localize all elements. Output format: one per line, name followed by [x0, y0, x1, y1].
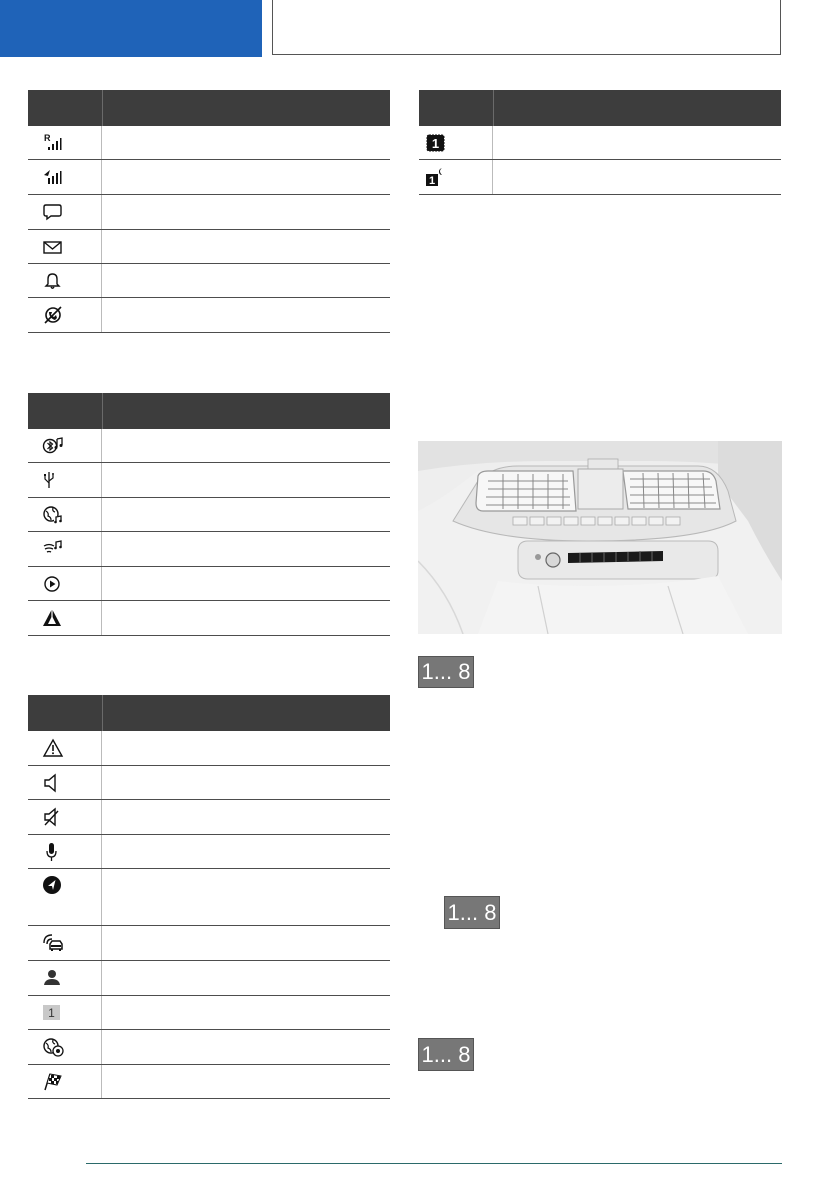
table-row — [28, 498, 390, 532]
table-row — [28, 160, 390, 195]
vehicle-remote-icon — [42, 932, 64, 954]
user-profile-icon — [42, 967, 64, 989]
bluetooth-audio-icon — [42, 435, 64, 457]
favorites-buttons-badge: 1... 8 — [418, 1038, 474, 1071]
table-row — [28, 835, 390, 869]
connectivity-symbols-table — [28, 90, 390, 333]
speaker-icon — [42, 772, 64, 794]
checkered-flag-icon — [42, 1071, 64, 1093]
favorites-buttons-badge: 1... 8 — [418, 656, 474, 688]
table-row — [28, 961, 390, 996]
wifi-audio-icon — [42, 538, 64, 560]
apple-carplay-icon — [42, 607, 64, 629]
footer-rule — [86, 1163, 782, 1164]
microphone-icon — [42, 841, 64, 863]
table-row — [28, 298, 390, 333]
table-row — [28, 532, 390, 567]
reminder-bell-icon — [42, 270, 64, 292]
table-row — [28, 264, 390, 298]
table-row — [28, 429, 390, 463]
table-row — [28, 463, 390, 498]
usb-icon — [42, 469, 64, 491]
table-row — [28, 731, 390, 766]
online-music-icon — [42, 504, 64, 526]
status-symbols-table — [419, 90, 781, 195]
table-row — [28, 195, 390, 230]
chapter-tab — [0, 0, 262, 57]
table-header — [28, 393, 390, 429]
warning-triangle-icon — [42, 737, 64, 759]
svg-text:1: 1 — [48, 1006, 55, 1020]
table-row — [28, 567, 390, 601]
table-row — [28, 996, 390, 1030]
header-frame — [272, 0, 781, 55]
table-row — [28, 1030, 390, 1065]
text-message-icon — [42, 201, 64, 223]
dashboard-favorites-buttons-photo — [418, 441, 782, 634]
table-row — [28, 869, 390, 926]
table-row — [28, 126, 390, 160]
roaming-signal-icon — [42, 132, 64, 154]
table-row — [28, 230, 390, 264]
table-row — [28, 766, 390, 800]
entertainment-symbols-table — [28, 393, 390, 636]
table-header — [28, 90, 390, 126]
favorites-buttons-badge: 1... 8 — [444, 896, 500, 929]
svg-text:R: R — [44, 133, 51, 143]
table-row — [419, 126, 781, 160]
table-row — [28, 1065, 390, 1099]
play-icon — [42, 573, 64, 595]
signal-strength-icon — [42, 166, 64, 188]
svg-text:1: 1 — [431, 136, 440, 151]
navigation-arrow-icon — [42, 875, 64, 897]
number-badge-icon — [42, 1002, 64, 1024]
profile-one-icon — [425, 132, 447, 154]
phone-muted-icon — [42, 304, 64, 326]
table-row — [28, 601, 390, 636]
online-globe-icon — [42, 1036, 64, 1058]
email-icon — [42, 236, 64, 258]
table-row — [28, 926, 390, 961]
table-header — [419, 90, 781, 126]
other-symbols-table — [28, 695, 390, 1099]
table-row — [419, 160, 781, 195]
table-row — [28, 800, 390, 835]
table-header — [28, 695, 390, 731]
profile-one-moon-icon — [425, 166, 447, 188]
speaker-mute-icon — [42, 806, 64, 828]
svg-text:1: 1 — [428, 175, 436, 187]
